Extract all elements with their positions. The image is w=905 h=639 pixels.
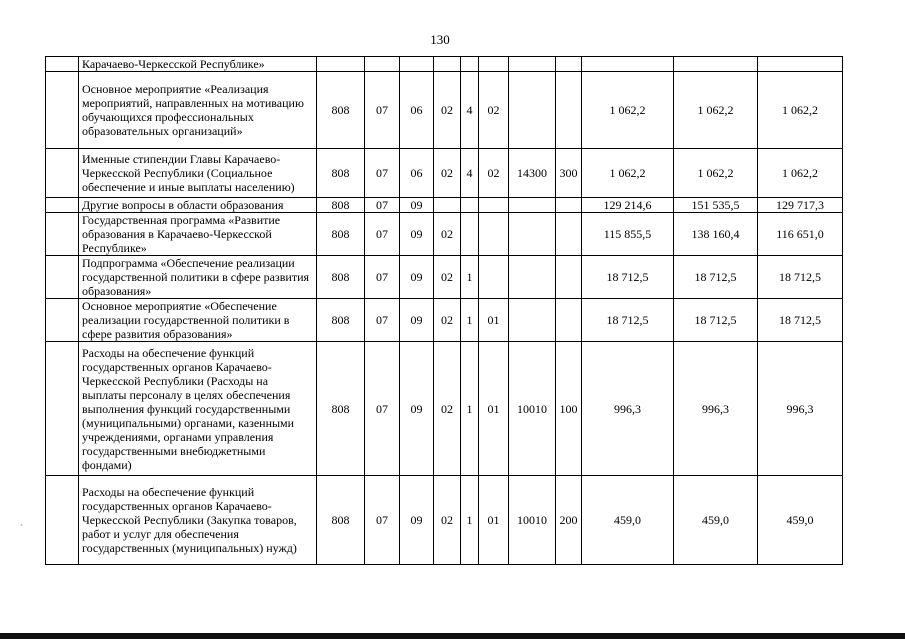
- cell-subprogram: 1: [461, 476, 479, 565]
- cell-subprogram: 1: [461, 299, 479, 342]
- cell-direction: 10010: [509, 342, 556, 476]
- cell-amount-2: [674, 57, 758, 72]
- table-row: [46, 342, 843, 476]
- cell-name: Именные стипендии Главы Карачаево-Черкесской Республики (Социальное обеспечение и иные выплаты населению): [79, 149, 317, 198]
- cell-subprogram: [461, 57, 479, 72]
- cell-subsection: 06: [400, 72, 434, 149]
- cell-subsection: 09: [400, 476, 434, 565]
- cell-event: 02: [479, 149, 509, 198]
- cell-direction: [509, 198, 556, 213]
- row-blank-cell: [46, 213, 79, 256]
- cell-program: 02: [434, 149, 461, 198]
- cell-amount-2: 1 062,2: [674, 72, 758, 149]
- cell-program: 02: [434, 256, 461, 299]
- cell-amount-2: 459,0: [674, 476, 758, 565]
- cell-section: 07: [365, 342, 400, 476]
- cell-amount-3: 459,0: [758, 476, 843, 565]
- row-blank-cell: [46, 299, 79, 342]
- cell-amount-3: [758, 57, 843, 72]
- cell-amount-1: 18 712,5: [582, 299, 674, 342]
- cell-direction: [509, 299, 556, 342]
- scan-edge: [0, 633, 905, 639]
- cell-name: Расходы на обеспечение функций государственных органов Карачаево-Черкесской Республики (Закупка товаров, работ и услуг для обеспечения государственных (муниципальных) нужд): [79, 476, 317, 565]
- cell-name: Основное мероприятие «Реализация мероприятий, направленных на мотивацию обучающихся профессиональных образовательных организаций»: [79, 72, 317, 149]
- row-blank-cell: [46, 476, 79, 565]
- cell-ministry: 808: [317, 198, 365, 213]
- cell-amount-3: 996,3: [758, 342, 843, 476]
- cell-subsection: 09: [400, 256, 434, 299]
- cell-event: 02: [479, 72, 509, 149]
- budget-table: [45, 56, 843, 565]
- cell-direction: 14300: [509, 149, 556, 198]
- cell-amount-1: 1 062,2: [582, 72, 674, 149]
- table-row: [46, 476, 843, 565]
- table-row: [46, 57, 843, 72]
- cell-section: 07: [365, 149, 400, 198]
- cell-direction: 10010: [509, 476, 556, 565]
- cell-subprogram: [461, 213, 479, 256]
- cell-event: 01: [479, 476, 509, 565]
- cell-expense-type: [556, 213, 582, 256]
- cell-amount-3: 1 062,2: [758, 149, 843, 198]
- cell-subprogram: [461, 198, 479, 213]
- cell-name: Расходы на обеспечение функций государственных органов Карачаево-Черкесской Республики (Расходы на выплаты персоналу в целях обеспечения выполнения функций государственными (муниципальными) органами, казенными учреждениями, органами управления государственными внебюджетными фондами): [79, 342, 317, 476]
- cell-amount-3: 18 712,5: [758, 299, 843, 342]
- cell-name: Карачаево-Черкесской Республике»: [79, 57, 317, 72]
- cell-amount-1: 115 855,5: [582, 213, 674, 256]
- table-row: [46, 213, 843, 256]
- cell-amount-2: 1 062,2: [674, 149, 758, 198]
- cell-amount-1: 996,3: [582, 342, 674, 476]
- cell-amount-1: 129 214,6: [582, 198, 674, 213]
- cell-amount-2: 138 160,4: [674, 213, 758, 256]
- cell-direction: [509, 256, 556, 299]
- cell-subsection: 09: [400, 198, 434, 213]
- cell-direction: [509, 213, 556, 256]
- cell-ministry: [317, 57, 365, 72]
- cell-section: [365, 57, 400, 72]
- cell-expense-type: 200: [556, 476, 582, 565]
- cell-name: Государственная программа «Развитие образования в Карачаево-Черкесской Республике»: [79, 213, 317, 256]
- table-row: [46, 72, 843, 149]
- cell-expense-type: [556, 198, 582, 213]
- cell-amount-1: 1 062,2: [582, 149, 674, 198]
- cell-section: 07: [365, 299, 400, 342]
- cell-ministry: 808: [317, 213, 365, 256]
- cell-event: 01: [479, 342, 509, 476]
- cell-direction: [509, 57, 556, 72]
- cell-amount-2: 18 712,5: [674, 299, 758, 342]
- cell-subprogram: 4: [461, 72, 479, 149]
- cell-amount-3: 1 062,2: [758, 72, 843, 149]
- cell-section: 07: [365, 256, 400, 299]
- stray-mark: `: [20, 524, 24, 535]
- cell-amount-1: [582, 57, 674, 72]
- cell-ministry: 808: [317, 72, 365, 149]
- table-row: [46, 198, 843, 213]
- cell-section: 07: [365, 198, 400, 213]
- cell-program: 02: [434, 72, 461, 149]
- row-blank-cell: [46, 198, 79, 213]
- cell-subsection: 09: [400, 299, 434, 342]
- row-blank-cell: [46, 342, 79, 476]
- cell-ministry: 808: [317, 476, 365, 565]
- cell-ministry: 808: [317, 256, 365, 299]
- cell-subsection: 06: [400, 149, 434, 198]
- cell-program: [434, 57, 461, 72]
- cell-amount-2: 996,3: [674, 342, 758, 476]
- cell-direction: [509, 72, 556, 149]
- cell-section: 07: [365, 213, 400, 256]
- cell-expense-type: [556, 299, 582, 342]
- cell-program: 02: [434, 299, 461, 342]
- cell-program: 02: [434, 342, 461, 476]
- cell-ministry: 808: [317, 342, 365, 476]
- cell-subprogram: 1: [461, 342, 479, 476]
- cell-expense-type: 300: [556, 149, 582, 198]
- cell-ministry: 808: [317, 299, 365, 342]
- page-number: 130: [430, 32, 450, 47]
- cell-name: Другие вопросы в области образования: [79, 198, 317, 213]
- cell-program: [434, 198, 461, 213]
- cell-subsection: 09: [400, 213, 434, 256]
- cell-event: [479, 198, 509, 213]
- cell-event: 01: [479, 299, 509, 342]
- cell-subprogram: 4: [461, 149, 479, 198]
- cell-expense-type: [556, 72, 582, 149]
- cell-name: Подпрограмма «Обеспечение реализации государственной политики в сфере развития образования»: [79, 256, 317, 299]
- cell-expense-type: [556, 256, 582, 299]
- row-blank-cell: [46, 72, 79, 149]
- cell-amount-1: 459,0: [582, 476, 674, 565]
- cell-program: 02: [434, 213, 461, 256]
- cell-subsection: 09: [400, 342, 434, 476]
- table-row: [46, 299, 843, 342]
- cell-amount-2: 18 712,5: [674, 256, 758, 299]
- cell-program: 02: [434, 476, 461, 565]
- cell-expense-type: 100: [556, 342, 582, 476]
- table-body: [46, 57, 843, 565]
- cell-amount-1: 18 712,5: [582, 256, 674, 299]
- cell-ministry: 808: [317, 149, 365, 198]
- table-row: [46, 256, 843, 299]
- cell-subprogram: 1: [461, 256, 479, 299]
- cell-section: 07: [365, 476, 400, 565]
- cell-amount-3: 116 651,0: [758, 213, 843, 256]
- row-blank-cell: [46, 149, 79, 198]
- row-blank-cell: [46, 57, 79, 72]
- cell-amount-3: 129 717,3: [758, 198, 843, 213]
- cell-expense-type: [556, 57, 582, 72]
- cell-event: [479, 57, 509, 72]
- cell-amount-3: 18 712,5: [758, 256, 843, 299]
- row-blank-cell: [46, 256, 79, 299]
- table-row: [46, 149, 843, 198]
- cell-amount-2: 151 535,5: [674, 198, 758, 213]
- cell-section: 07: [365, 72, 400, 149]
- cell-name: Основное мероприятие «Обеспечение реализации государственной политики в сфере развития образования»: [79, 299, 317, 342]
- cell-event: [479, 256, 509, 299]
- cell-subsection: [400, 57, 434, 72]
- cell-event: [479, 213, 509, 256]
